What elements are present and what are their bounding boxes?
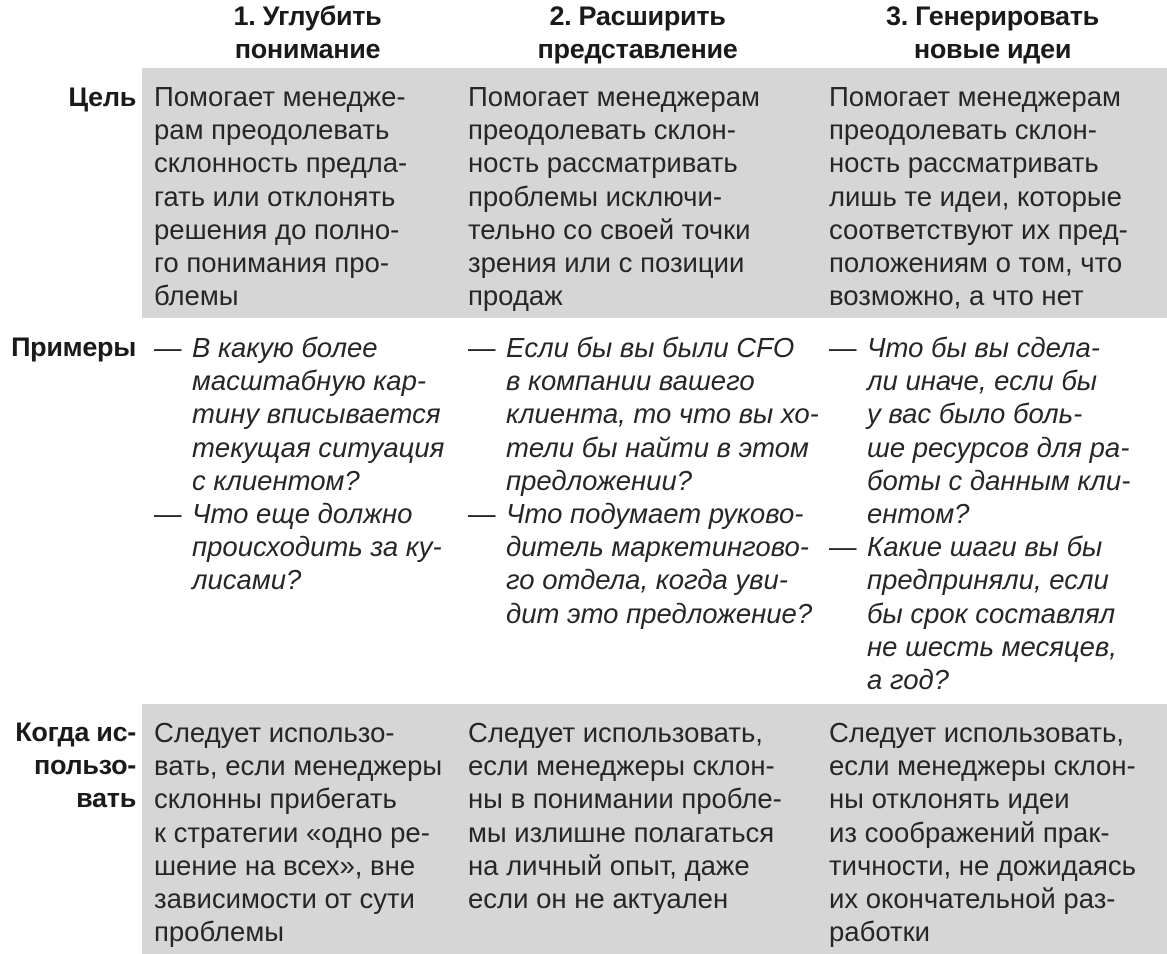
text-line: зрения или с позиции [468, 247, 745, 279]
goal-cell-2 [468, 80, 760, 312]
row-label-examples: Примеры [11, 332, 136, 362]
text-line: — Что подумает руково- [468, 497, 819, 530]
text-line: тину вписывается [192, 398, 441, 430]
text-line: лишь те идеи, которые [829, 180, 1122, 212]
row-label-line: вать [76, 783, 136, 813]
when-cell-2 [468, 716, 782, 915]
text-line: ность рассматривать [468, 147, 738, 179]
text-line: преодолевать склон- [829, 114, 1097, 146]
text-line: их окончательной раз- [829, 883, 1116, 915]
text-line: соответствуют их пред- [829, 213, 1128, 245]
text-line: ны отклонять идеи [829, 783, 1070, 815]
text-line: рам преодолевать [154, 114, 390, 146]
column-header-line: новые идеи [913, 34, 1072, 64]
examples-cell-3 [829, 331, 1130, 696]
text-line: гать или отклонять [154, 180, 396, 212]
text-line: если менеджеры склон- [468, 750, 775, 782]
text-line: блемы [154, 280, 239, 312]
text-line: склонность предла- [154, 147, 408, 179]
text-line: возможно, а что нет [829, 280, 1084, 312]
text-line: предложении? [506, 464, 693, 496]
text-line: вать, если менеджеры [154, 750, 443, 782]
column-header-2 [520, 0, 755, 66]
text-line: тельно со своей точки [468, 213, 751, 245]
text-line: го понимания про- [154, 247, 390, 279]
text-line: в компании вашего [506, 365, 755, 397]
text-line: если менеджеры склон- [829, 750, 1136, 782]
text-line: ны в понимании пробле- [468, 783, 782, 815]
text-line: к стратегии «одно ре- [154, 816, 430, 848]
row-label-when [0, 716, 136, 815]
text-line: с клиентом? [192, 464, 360, 496]
text-line: проблемы исключи- [468, 180, 723, 212]
column-header-line: представление [537, 34, 738, 64]
text-line: решения до полно- [154, 213, 400, 245]
text-line: Помогает менеджерам [829, 81, 1121, 112]
text-line: склонны прибегать [154, 783, 397, 815]
text-line: происходить за ку- [192, 531, 442, 563]
text-line: ше ресурсов для ра- [867, 431, 1130, 463]
text-line: ность рассматривать [829, 147, 1099, 179]
text-line: — Какие шаги вы бы [829, 530, 1130, 563]
text-line: — Что бы вы сдела- [829, 331, 1130, 364]
text-line: — Что еще должно [154, 497, 444, 530]
text-line: лисами? [192, 564, 302, 596]
column-header-3 [865, 0, 1120, 66]
text-line: дитель маркетингово- [506, 531, 809, 563]
text-line: боты с данным кли- [867, 464, 1131, 496]
column-header-line: 2. Расширить [549, 1, 726, 31]
text-line: не шесть месяцев, [867, 630, 1117, 662]
text-line: Следует использовать, [829, 717, 1124, 748]
column-header-1 [215, 0, 400, 66]
row-label-goal: Цель [68, 82, 136, 112]
row-label-line: Когда ис- [15, 717, 136, 747]
text-line: Следует использо- [154, 717, 395, 748]
text-line: дит это предложение? [506, 597, 813, 629]
text-line: ли иначе, если бы [867, 365, 1098, 397]
text-line: — Если бы вы были CFO [468, 331, 819, 364]
text-line: Следует использовать, [468, 717, 763, 748]
column-header-line: 3. Генерировать [886, 1, 1099, 31]
text-line: Помогает менеджерам [468, 81, 760, 112]
text-line: — В какую более [154, 331, 444, 364]
text-line: на личный опыт, даже [468, 849, 750, 881]
text-line: если он не актуален [468, 883, 729, 915]
text-line: шение на всех», вне [154, 849, 416, 881]
text-line: из соображений прак- [829, 816, 1110, 848]
text-line: продаж [468, 280, 563, 312]
text-line: тичности, не дожидаясь [829, 849, 1136, 881]
text-line: го отдела, когда уви- [506, 564, 788, 596]
when-cell-1 [154, 716, 442, 948]
when-cell-3 [829, 716, 1136, 948]
text-line: преодолевать склон- [468, 114, 736, 146]
text-line: бы срок составлял [867, 597, 1116, 629]
text-line: текущая ситуация [192, 431, 445, 463]
text-line: а год? [867, 664, 949, 696]
text-line: положениям о том, что [829, 247, 1123, 279]
text-line: Помогает менедже- [154, 81, 406, 112]
text-line: клиента, то что вы хо- [506, 398, 819, 430]
text-line: мы излишне полагаться [468, 816, 775, 848]
column-header-line: понимание [234, 34, 381, 64]
text-line: у вас было боль- [867, 398, 1083, 430]
text-line: проблемы [154, 916, 285, 948]
goal-cell-3 [829, 80, 1128, 312]
text-line: ентом? [867, 498, 970, 530]
text-line: зависимости от сути [154, 883, 415, 915]
text-line: тели бы найти в этом [506, 431, 809, 463]
text-line: предприняли, если [867, 564, 1109, 596]
row-label-line: пользо- [33, 750, 136, 780]
examples-cell-2 [468, 331, 819, 630]
column-header-line: 1. Углубить [233, 1, 382, 31]
goal-cell-1 [154, 80, 407, 312]
text-line: работки [829, 916, 931, 948]
examples-cell-1 [154, 331, 444, 597]
text-line: масштабную кар- [192, 365, 427, 397]
